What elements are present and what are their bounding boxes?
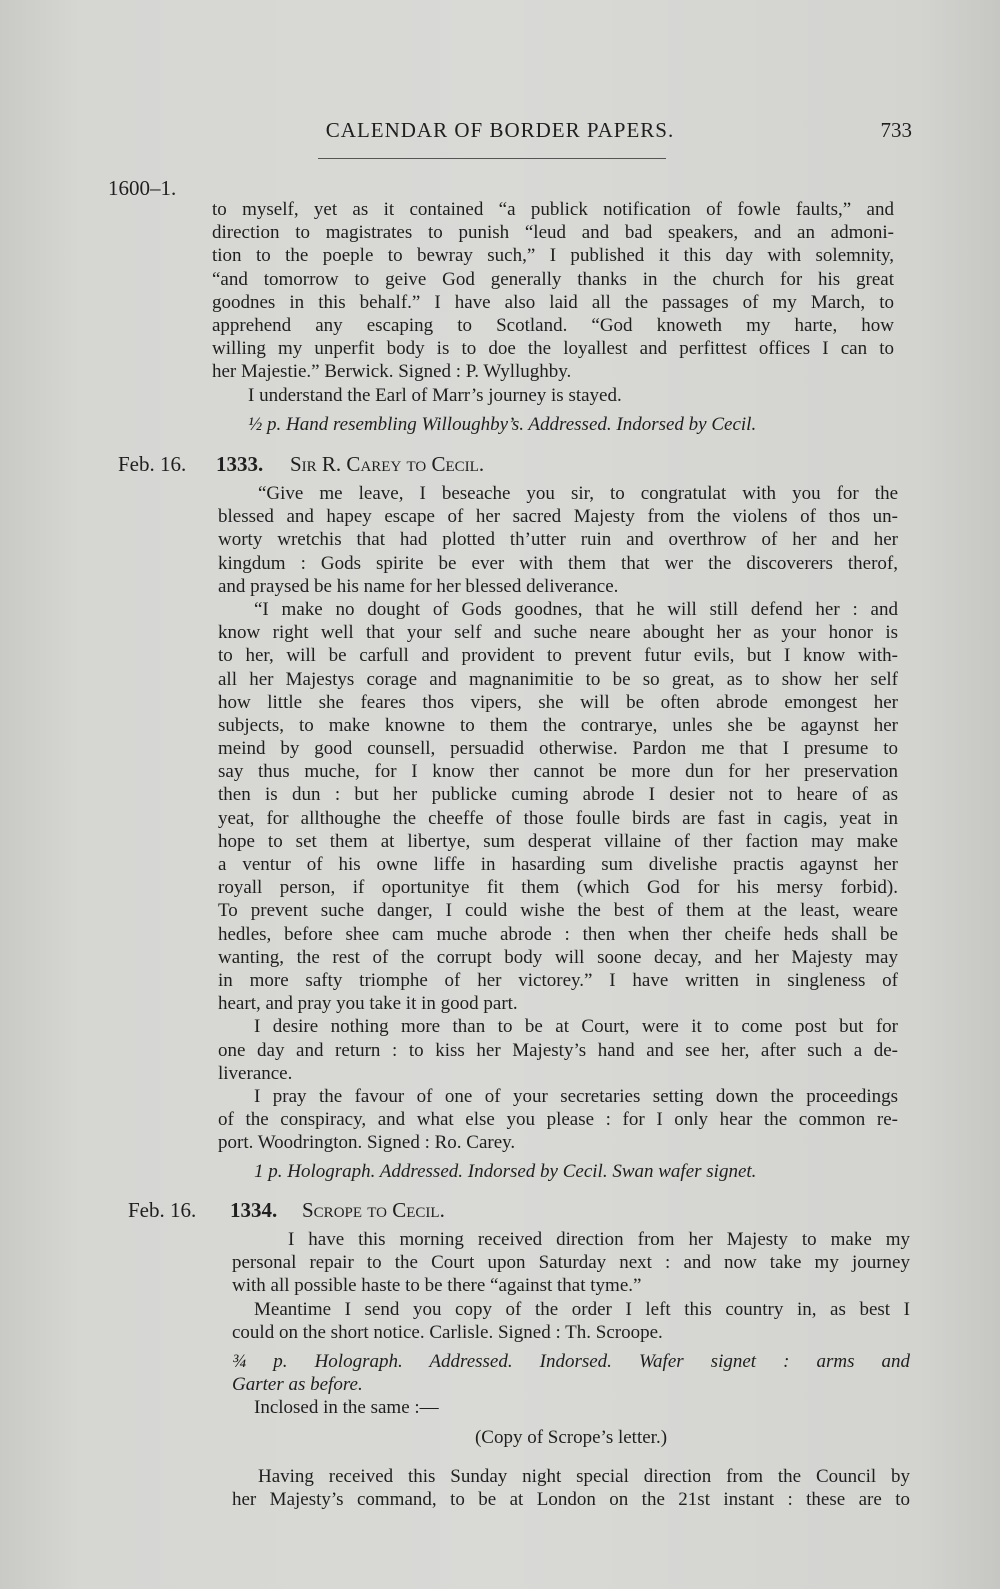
text-line: wanting, the rest of the corrupt body will soone decay, and her Majesty may bbox=[218, 946, 898, 968]
text-line: to myself, yet as it contained “a publick notification of fowle faults,” and bbox=[212, 199, 894, 220]
text-line: direction to magistrates to punish “leud and bad speakers, and an admoni- bbox=[212, 222, 894, 244]
text-line: one day and return : to kiss her Majesty’s hand and see her, after such a de- bbox=[218, 1039, 898, 1061]
text-line: willing my unperfit body is to doe the loyallest and perfittest offices I can to bbox=[212, 338, 894, 360]
text-line: her Majesty’s command, to be at London on the 21st instant : these are to bbox=[232, 1488, 910, 1510]
text-line: meind by good counsell, persuadid otherwise. Pardon me that I presume to bbox=[218, 738, 898, 760]
entry-number: 1334. bbox=[230, 1198, 278, 1222]
text-line: port. Woodrington. Signed : Ro. Carey. bbox=[218, 1132, 516, 1154]
text-line: all her Majestys corage and magnanimitie to be so great, as to show her self bbox=[218, 668, 898, 690]
text-line: say thus muche, for I know ther cannot be more dun for her preservation bbox=[218, 761, 898, 783]
entry-title: Scrope to Cecil. bbox=[302, 1198, 445, 1222]
text-line: liverance. bbox=[218, 1062, 293, 1084]
entry-date: Feb. 16. bbox=[118, 452, 187, 476]
text-line: Meantime I send you copy of the order I left this country in, as best I bbox=[254, 1298, 910, 1320]
text-line: of the conspiracy, and what else you please : for I only hear the common re- bbox=[218, 1109, 898, 1131]
entry-title: Sir R. Carey to Cecil. bbox=[290, 452, 485, 476]
text-line: goodnes in this behalf.” I have also laid all the passages of my March, to bbox=[212, 291, 894, 313]
text-line: how little she feares thos vipers, she will be often abrode emongest her bbox=[218, 691, 898, 713]
text-line: hedles, before shee cam muche abrode : then when ther cheife heds shall be bbox=[218, 923, 898, 945]
copy-heading: (Copy of Scrope’s letter.) bbox=[474, 1426, 668, 1448]
text-line: a ventur of his owne liffe in hasarding sum divelishe practis agaynst her bbox=[218, 854, 898, 875]
text-line: to her, will be carfull and provident to prevent futur evils, but I know with- bbox=[218, 645, 898, 667]
text-line: I have this morning received direction from her Majesty to make my bbox=[288, 1229, 910, 1250]
text-line: “and tomorrow to geive God generally thanks in the church for his great bbox=[212, 268, 894, 290]
postscript-line: I understand the Earl of Marr’s journey is stayed. bbox=[248, 384, 622, 406]
text-line: royall person, if oportunitye fit them (which God for his mersy forbid). bbox=[218, 877, 898, 899]
editorial-note: Garter as before. bbox=[232, 1374, 363, 1396]
text-line: with all possible haste to be there “against that tyme.” bbox=[232, 1275, 642, 1297]
letter-continuation bbox=[212, 198, 894, 436]
header-rule bbox=[318, 158, 666, 159]
text-line: “I make no dought of Gods goodnes, that he will still defend her : and bbox=[254, 598, 898, 620]
inclosure-line: Inclosed in the same :— bbox=[254, 1397, 439, 1419]
text-line: I pray the favour of one of your secretaries setting down the proceedings bbox=[254, 1085, 898, 1107]
text-line: I desire nothing more than to be at Court, were it to come post but for bbox=[254, 1016, 898, 1038]
text-line: heart, and pray you take it in good part. bbox=[218, 993, 518, 1015]
letter-body bbox=[232, 1228, 910, 1511]
text-line: “Give me leave, I beseache you sir, to congratulat with you for the bbox=[258, 483, 898, 504]
text-line: know right well that your self and suche neare abought her as your honor is bbox=[218, 622, 898, 644]
page-number: 733 bbox=[880, 118, 912, 142]
text-line: Having received this Sunday night special direction from the Council by bbox=[258, 1465, 910, 1487]
text-line: To prevent suche danger, I could wishe the best of them at the least, weare bbox=[218, 900, 898, 922]
editorial-note: ¾ p. Holograph. Addressed. Indorsed. Wafer signet : arms and bbox=[232, 1350, 910, 1372]
entry-number: 1333. bbox=[216, 452, 264, 476]
text-line: hope to set them at libertye, sum desperat villaine of ther faction may make bbox=[218, 830, 898, 852]
text-line: worty wretchis that had plotted th’utter ruin and overthrow of her and her bbox=[218, 529, 898, 551]
editorial-note: 1 p. Holograph. Addressed. Indorsed by Cecil. Swan wafer signet. bbox=[254, 1161, 757, 1183]
text-line: personal repair to the Court upon Saturday next : and now take my journey bbox=[232, 1252, 910, 1274]
letter-body bbox=[218, 482, 898, 1184]
text-line: could on the short notice. Carlisle. Signed : Th. Scroope. bbox=[232, 1321, 663, 1343]
text-line: tion to the poeple to bewray such,” I published it this day with solemnity, bbox=[212, 245, 894, 267]
editorial-note: ½ p. Hand resembling Willoughby’s. Addressed. Indorsed by Cecil. bbox=[248, 413, 757, 435]
running-head-title: CALENDAR OF BORDER PAPERS. bbox=[325, 118, 675, 142]
year-label: 1600–1. bbox=[108, 176, 177, 200]
text-line: then is dun : but her publicke cuming abrode I desier not to heare of as bbox=[218, 784, 898, 806]
text-line: blessed and hapey escape of her sacred Majesty from the violens of thos un- bbox=[218, 506, 898, 528]
text-line: subjects, to make knowne to them the contrarye, unles she be agaynst her bbox=[218, 714, 898, 736]
entry-date: Feb. 16. bbox=[128, 1198, 197, 1222]
text-line: and praysed be his name for her blessed deliverance. bbox=[218, 575, 619, 597]
text-line: in more safty triomphe of her victorey.” I have written in singleness of bbox=[218, 969, 898, 991]
text-line: kingdum : Gods spirite be ever with them that wer the discoverers therof, bbox=[218, 552, 898, 574]
text-line: yeat, for allthoughe the cheeffe of those foulle birds are fast in cagis, yeat in bbox=[218, 807, 898, 829]
text-line: apprehend any escaping to Scotland. “God knoweth my harte, how bbox=[212, 314, 894, 336]
text-line: her Majestie.” Berwick. Signed : P. Wyllughby. bbox=[212, 361, 572, 383]
